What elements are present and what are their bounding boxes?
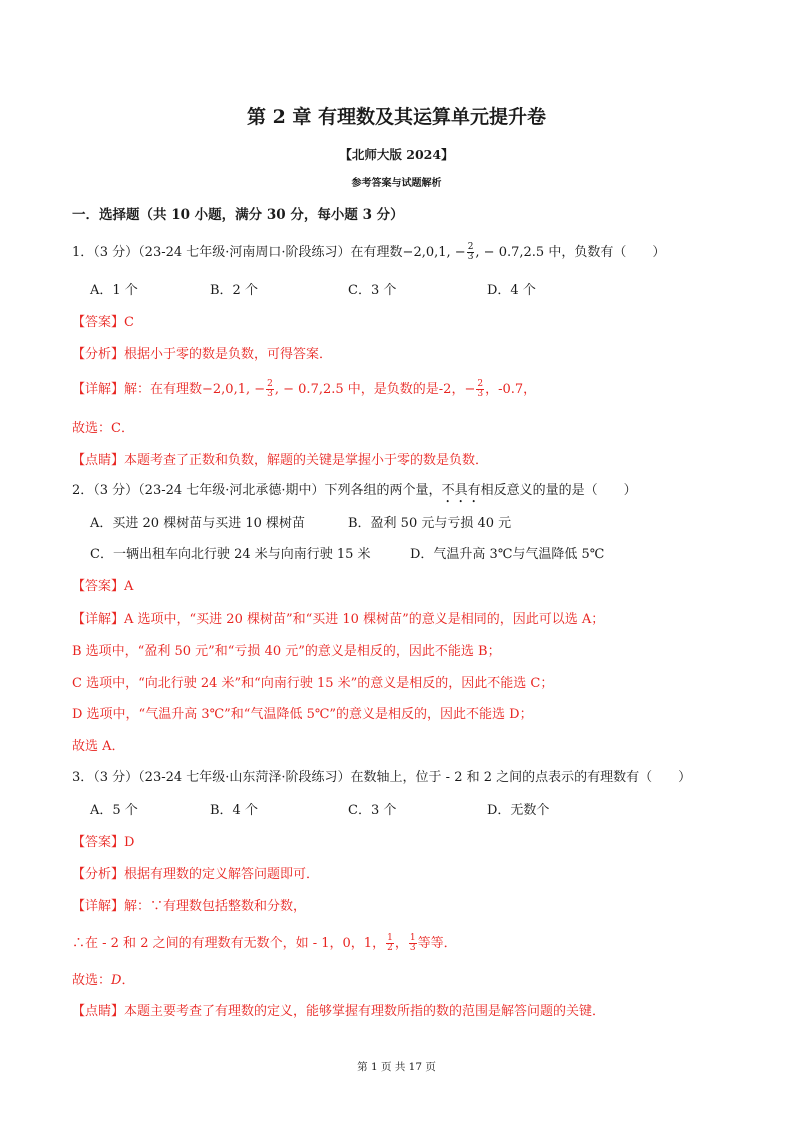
q3-answer: 【答案】D bbox=[72, 835, 135, 850]
q1-fraction: $\frac{2}{3}$ bbox=[467, 242, 474, 262]
q2-stem: 2．（3 分）（23-24 七年级·河北承德·期中）下列各组的两个量，不具有相反意义的量的是（ ） bbox=[72, 483, 637, 498]
q3-option-d: D．无数个 bbox=[487, 803, 550, 818]
q1-option-d: D．4 个 bbox=[487, 283, 536, 298]
q2-detail-4: D 选项中，“气温升高 3℃”和“气温降低 5℃”的意义是相反的，因此不能选 D； bbox=[72, 707, 533, 722]
q3-option-a: A．5 个 bbox=[90, 803, 138, 818]
q1-choose: 故选：C． bbox=[72, 421, 134, 436]
document-title: 第 2 章 有理数及其运算单元提升卷 bbox=[246, 106, 547, 128]
q2-choose: 故选 A． bbox=[72, 739, 125, 754]
q3-option-b: B．4 个 bbox=[210, 803, 258, 818]
q3-detail-1: 【详解】解：∵有理数包括整数和分数， bbox=[72, 899, 307, 914]
q2-option-a: A．买进 20 棵树苗与买进 10 棵树苗 bbox=[90, 516, 306, 531]
q2-emphasis: 不具有 bbox=[441, 483, 481, 498]
q3-analysis: 【分析】根据有理数的定义解答问题即可． bbox=[72, 867, 320, 882]
edition-label: 【北师大版 2024】 bbox=[339, 147, 454, 162]
q2-option-b: B．盈利 50 元与亏损 40 元 bbox=[348, 516, 512, 531]
q3-option-c: C．3 个 bbox=[348, 803, 397, 818]
answer-heading: 参考答案与试题解析 bbox=[351, 178, 442, 189]
q3-choose: 故选：D． bbox=[72, 973, 135, 988]
q2-detail-1: 【详解】A 选项中，“买进 20 棵树苗”和“买进 10 棵树苗”的意义是相同的，因此可以选 A； bbox=[72, 612, 605, 627]
q1-answer: 【答案】C bbox=[72, 315, 134, 330]
q2-option-d: D．气温升高 3℃与气温降低 5℃ bbox=[410, 547, 605, 562]
q1-detail: 【详解】解：在有理数−2,0,1, − $\frac{2}{3}$ , − 0.7,2.5 中，是负数的是-2，− $\frac{2}{3}$ ，-0.7， bbox=[72, 379, 537, 399]
q2-option-c: C．一辆出租车向北行驶 24 米与向南行驶 15 米 bbox=[90, 547, 371, 562]
q3-comment: 【点睛】本题主要考查了有理数的定义，能够掌握有理数所指的数的范围是解答问题的关键． bbox=[72, 1004, 606, 1019]
section-heading: 一．选择题（共 10 小题，满分 30 分，每小题 3 分） bbox=[72, 207, 404, 223]
q3-stem: 3．（3 分）（23-24 七年级·山东菏泽·阶段练习）在数轴上，位于 - 2 和 2 之间的点表示的有理数有（ ） bbox=[72, 770, 692, 785]
q1-option-a: A．1 个 bbox=[90, 283, 138, 298]
q1-option-c: C．3 个 bbox=[348, 283, 397, 298]
q1-stem: 1．（3 分）（23-24 七年级·河南周口·阶段练习）在有理数−2,0,1, − $\frac{2}{3}$ , − 0.7,2.5 中，负数有（ ） bbox=[72, 242, 666, 262]
q1-comment: 【点睛】本题考查了正数和负数，解题的关键是掌握小于零的数是负数． bbox=[72, 453, 489, 468]
q1-option-b: B．2 个 bbox=[210, 283, 258, 298]
q2-answer: 【答案】A bbox=[72, 579, 134, 594]
page-footer: 第 1 页 共 17 页 bbox=[357, 1061, 436, 1073]
q1-analysis: 【分析】根据小于零的数是负数，可得答案． bbox=[72, 347, 333, 362]
q2-detail-3: C 选项中，“向北行驶 24 米”和“向南行驶 15 米”的意义是相反的，因此不能选 C； bbox=[72, 676, 554, 691]
q2-detail-2: B 选项中，“盈利 50 元”和“亏损 40 元”的意义是相反的，因此不能选 B； bbox=[72, 644, 501, 659]
q3-detail-2: ∴在 - 2 和 2 之间的有理数有无数个，如 - 1，0，1， $\frac{1}{2}$ ， $\frac{1}{3}$ 等等． bbox=[72, 933, 457, 953]
